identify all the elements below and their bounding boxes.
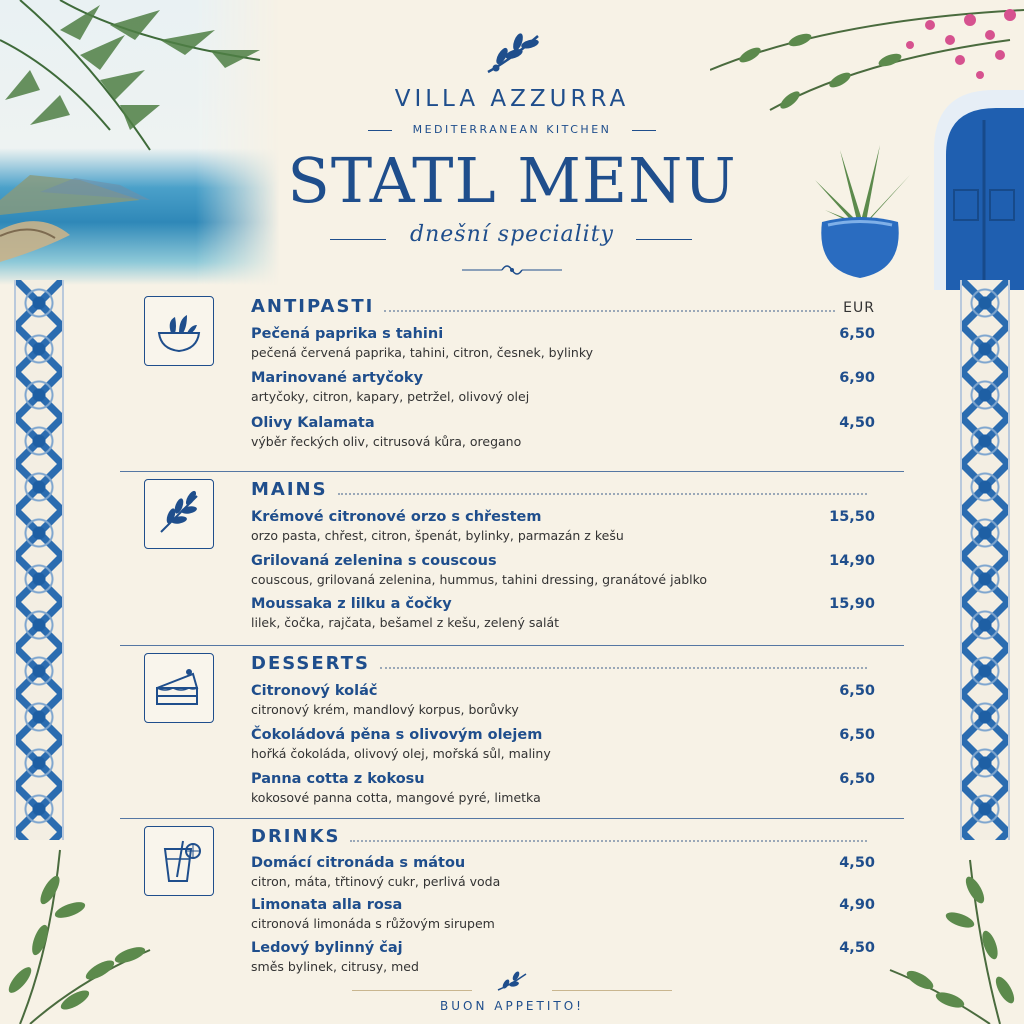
footer-text: BUON APPETITO! (440, 999, 584, 1013)
dotted-leader (350, 840, 867, 842)
item-description: výběr řeckých oliv, citrusová kůra, oregano (251, 434, 522, 449)
section-title: ANTIPASTI (251, 296, 375, 317)
section-header (251, 479, 875, 499)
menu-item (251, 509, 875, 543)
menu-item (251, 553, 875, 587)
item-description: orzo pasta, chřest, citron, špenát, bylinky, parmazán z kešu (251, 528, 624, 543)
footer-rule-right (552, 990, 672, 991)
menu-item (251, 415, 875, 449)
olive-branch-icon (144, 479, 214, 549)
section-header (251, 653, 875, 673)
currency-label: EUR (843, 300, 875, 316)
footer-sprig-icon (494, 970, 530, 994)
tagline-rule-right (632, 130, 656, 131)
menu-item (251, 596, 875, 630)
item-name: Ledový bylinný čaj (251, 940, 403, 956)
item-price: 4,50 (839, 940, 875, 956)
section-divider (120, 818, 904, 819)
menu-subtitle: dnešní speciality (410, 222, 614, 247)
item-description: hořká čokoláda, olivový olej, mořská sůl, maliny (251, 746, 551, 761)
item-name: Pečená paprika s tahini (251, 326, 444, 342)
item-description: couscous, grilovaná zelenina, hummus, tahini dressing, granátové jablko (251, 572, 708, 587)
dotted-leader (338, 493, 867, 495)
menu-item (251, 683, 875, 717)
item-price: 6,50 (839, 326, 875, 342)
subtitle-rule-right (636, 239, 692, 240)
item-description: citronová limonáda s růžovým sirupem (251, 916, 495, 931)
item-name: Čokoládová pěna s olivovým olejem (251, 727, 543, 743)
item-name: Citronový koláč (251, 683, 378, 699)
item-price: 15,90 (829, 596, 875, 612)
menu-item (251, 326, 875, 360)
footer-rule-left (352, 990, 472, 991)
item-price: 4,50 (839, 855, 875, 871)
cake-slice-icon (144, 653, 214, 723)
restaurant-tagline: MEDITERRANEAN KITCHEN (412, 123, 612, 136)
item-name: Marinované artyčoky (251, 370, 424, 386)
item-name: Panna cotta z kokosu (251, 771, 425, 787)
dotted-leader (380, 667, 867, 669)
palm-leaves-illustration (0, 0, 300, 160)
olive-branch-bottom-right (880, 850, 1024, 1024)
dotted-leader (384, 310, 835, 312)
section-title: MAINS (251, 479, 328, 500)
tile-border-right (960, 280, 1010, 840)
olive-sprig-logo-icon (480, 30, 544, 76)
item-name: Domácí citronáda s mátou (251, 855, 466, 871)
item-price: 15,50 (829, 509, 875, 525)
menu-title: STATL MENU (287, 144, 737, 217)
item-price: 6,50 (839, 771, 875, 787)
bowl-icon (144, 296, 214, 366)
item-description: citron, máta, třtinový cukr, perlivá voda (251, 874, 501, 889)
section-divider (120, 471, 904, 472)
item-description: artyčoky, citron, kapary, petržel, olivový olej (251, 389, 530, 404)
item-name: Krémové citronové orzo s chřestem (251, 509, 542, 525)
item-name: Limonata alla rosa (251, 897, 403, 913)
item-name: Olivy Kalamata (251, 415, 375, 431)
section-divider (120, 645, 904, 646)
item-price: 4,90 (839, 897, 875, 913)
item-price: 6,50 (839, 727, 875, 743)
menu-item (251, 855, 875, 889)
item-price: 6,50 (839, 683, 875, 699)
item-name: Moussaka z lilku a čočky (251, 596, 452, 612)
menu-item (251, 370, 875, 404)
menu-item (251, 940, 875, 974)
item-price: 14,90 (829, 553, 875, 569)
menu-item (251, 897, 875, 931)
item-price: 6,90 (839, 370, 875, 386)
item-description: pečená červená paprika, tahini, citron, česnek, bylinky (251, 345, 594, 360)
item-description: směs bylinek, citrusy, med (251, 959, 419, 974)
item-name: Grilovaná zelenina s couscous (251, 553, 497, 569)
item-description: lilek, čočka, rajčata, bešamel z kešu, zelený salát (251, 615, 560, 630)
section-title: DESSERTS (251, 653, 370, 674)
item-price: 4,50 (839, 415, 875, 431)
section-header (251, 826, 875, 846)
item-description: citronový krém, mandlový korpus, borůvky (251, 702, 519, 717)
item-description: kokosové panna cotta, mangové pyré, limetka (251, 790, 541, 805)
menu-item (251, 771, 875, 805)
menu-item (251, 727, 875, 761)
section-header (251, 296, 875, 316)
restaurant-name: VILLA AZZURRA (394, 86, 630, 112)
tile-border-left (14, 280, 64, 840)
section-title: DRINKS (251, 826, 341, 847)
flourish-ornament-icon (462, 262, 562, 278)
lemonade-glass-icon (144, 826, 214, 896)
